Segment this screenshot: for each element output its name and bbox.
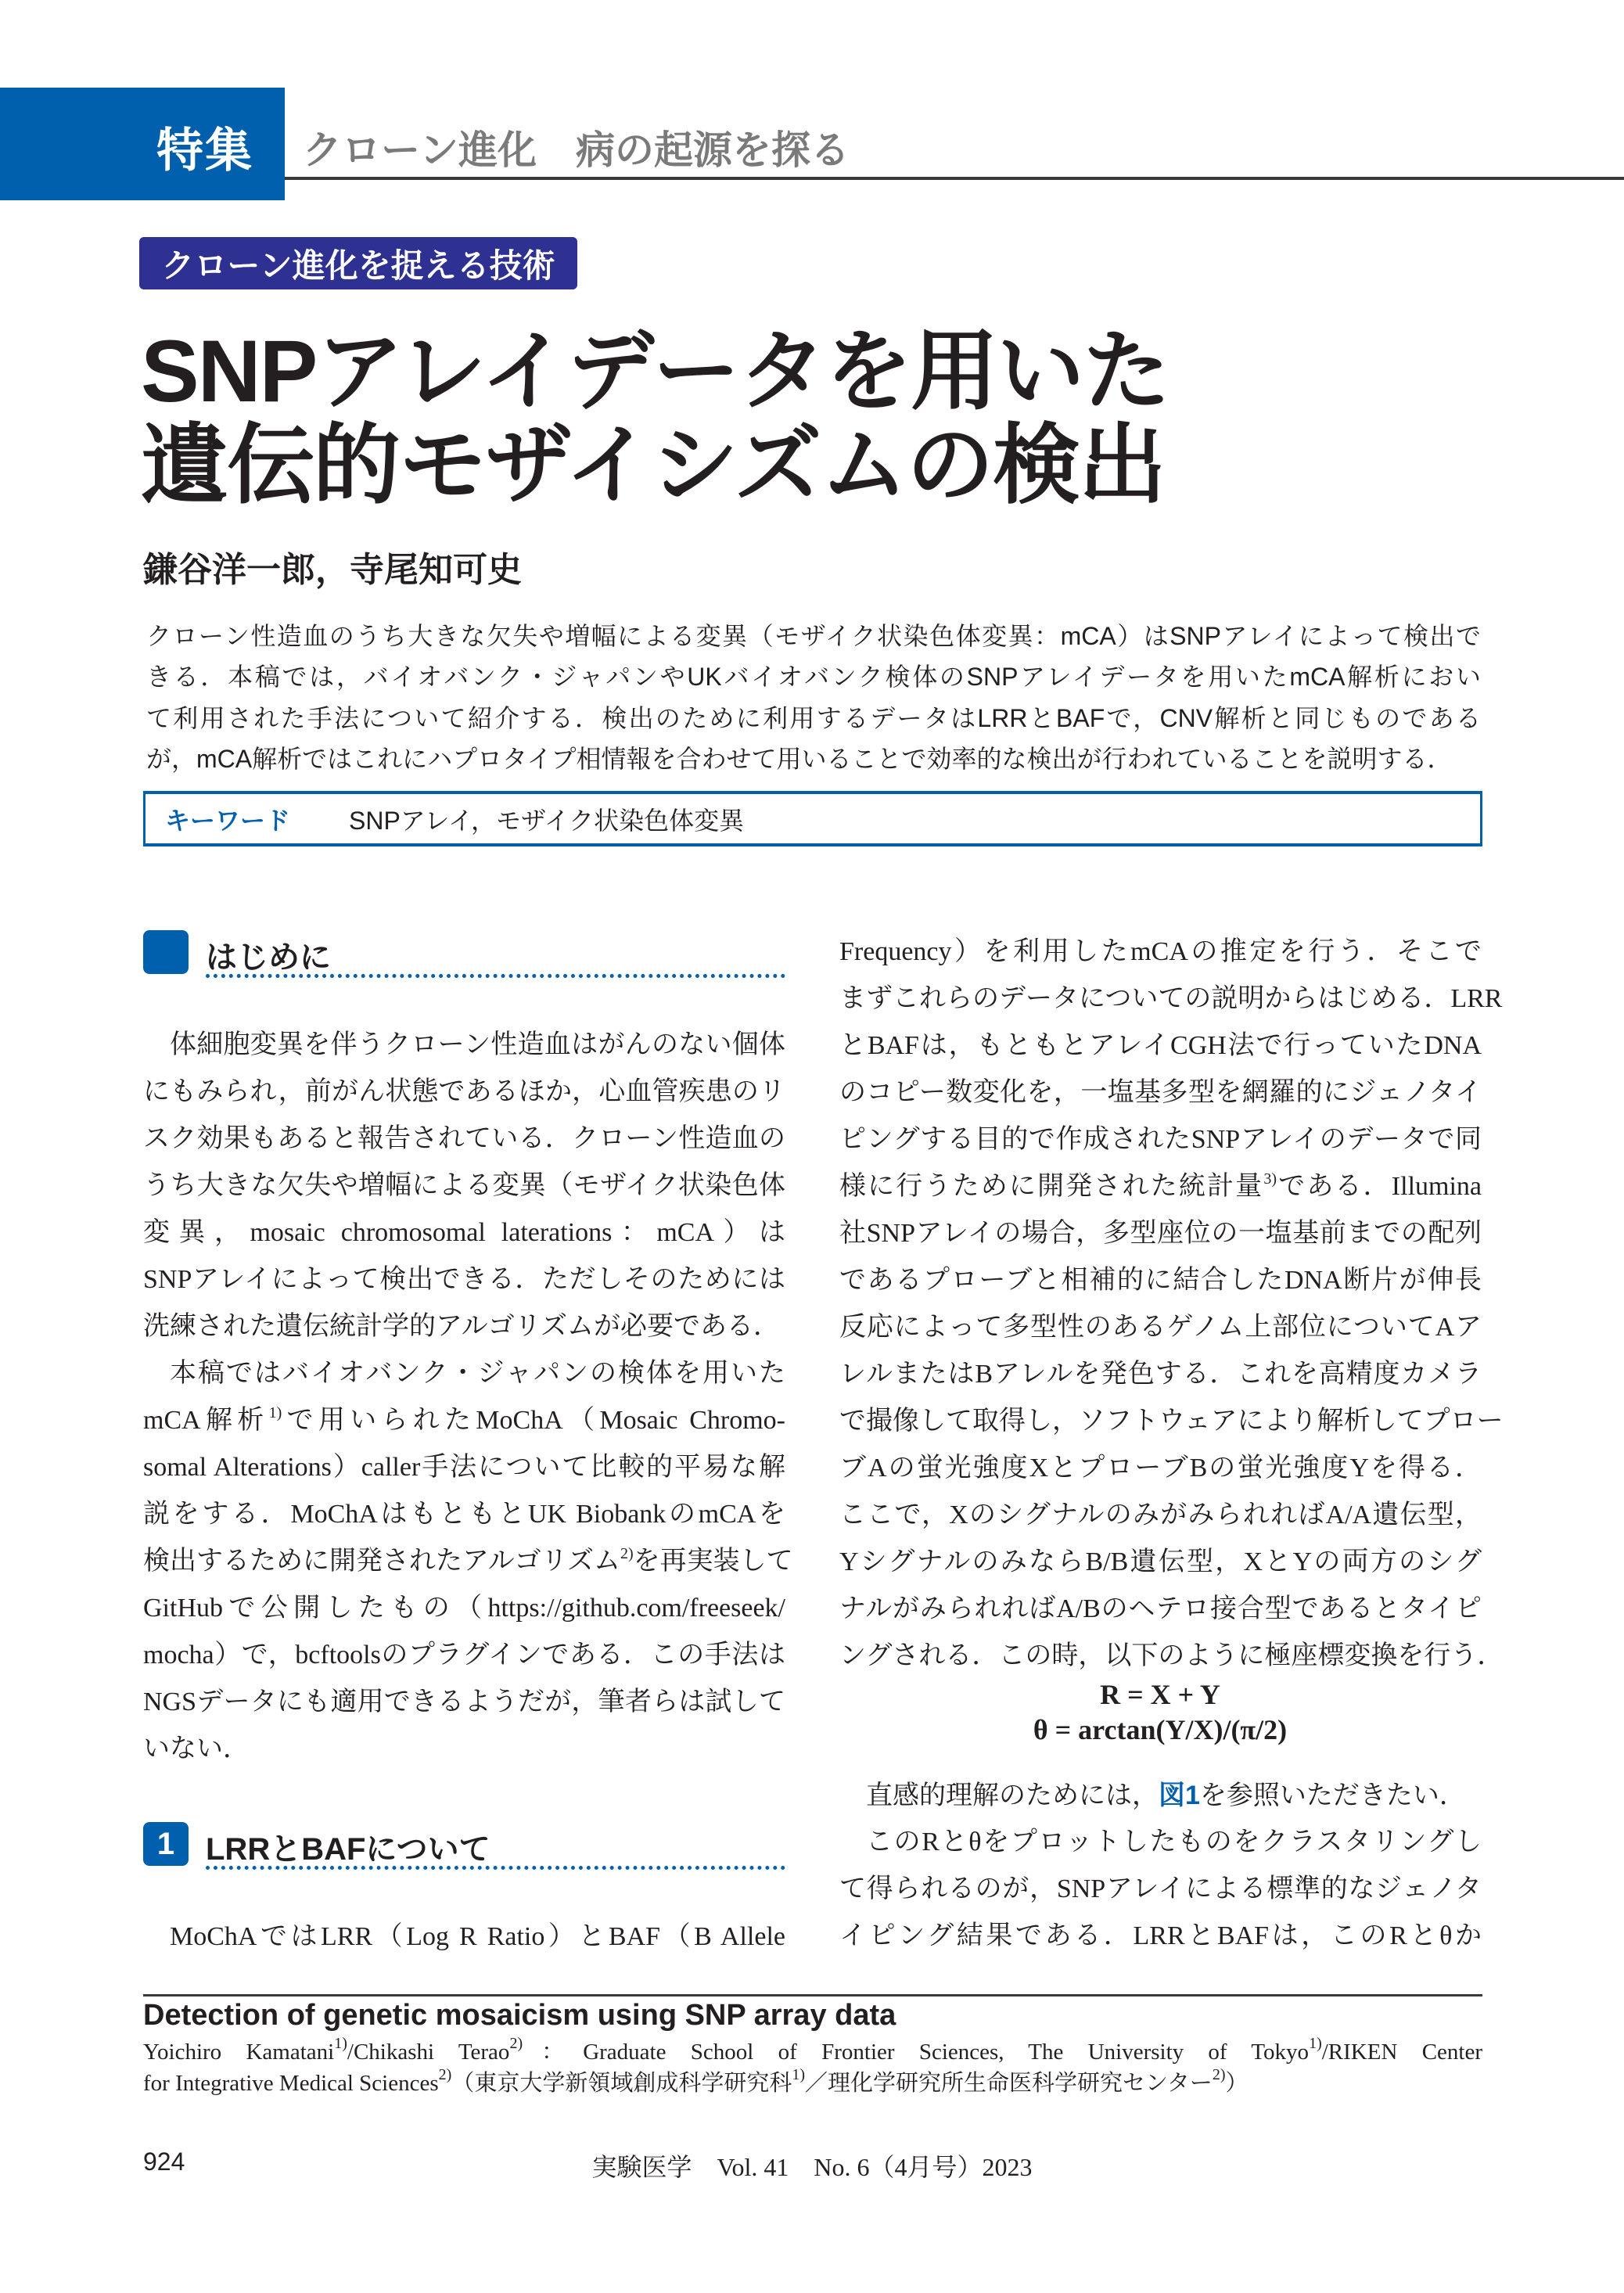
text-line (143, 1116, 785, 1163)
text-segment: ここで，XのシグナルのみがみられればA/A遺伝型， (839, 1501, 1482, 1529)
text-segment: mocha）で，bcftoolsのプラグインである．この手法は (143, 1641, 785, 1669)
affiliation-text: for Integrative Medical Sciences (143, 2071, 439, 2096)
text-segment: 検出するために開発されたアルゴリズム (143, 1547, 620, 1576)
text-line (839, 1913, 1482, 1960)
text-line (839, 1819, 1482, 1866)
text-line (839, 1866, 1482, 1913)
text-line (839, 976, 1503, 1023)
text-line (839, 1351, 1482, 1398)
text-line (143, 1069, 785, 1116)
text-segment: ナルがみられればA/Bのヘテロ接合型であるとタイピ (839, 1594, 1482, 1623)
affiliation-text: ／理化学研究所生命医科学研究センター (805, 2071, 1213, 2096)
figure-reference: 図1 (1159, 1781, 1200, 1810)
text-segment: 説をする．MoChAはもともとUK BiobankのmCAを (143, 1500, 785, 1529)
text-segment: somal Alterations）caller手法について比較的平易な解 (143, 1453, 785, 1482)
text-line (839, 1586, 1482, 1633)
text-segment: YシグナルのみならB/B遺伝型，XとYの両方のシグ (839, 1547, 1482, 1576)
text-line (143, 1397, 785, 1444)
text-line (839, 1304, 1482, 1351)
authors: 鎌谷洋一郎，寺尾知可史 (143, 551, 522, 589)
abstract-line: きる．本稿では，バイオバンク・ジャパンやUKバイオバンク検体のSNPアレイデータを用いたmCA解析におい (146, 663, 1481, 691)
text-line (143, 1726, 785, 1773)
affiliation-superscript: 1) (1309, 2035, 1322, 2052)
text-segment: 洗練された遺伝統計学的アルゴリズムが必要である． (143, 1312, 780, 1341)
text-line (143, 1163, 785, 1209)
text-line (143, 1303, 785, 1350)
section-underline (206, 1866, 785, 1870)
text-segment: ングされる．この時，以下のように極座標変換を行う． (839, 1641, 1504, 1670)
equation-theta: θ = arctan(Y/X)/(π/2) (1033, 1714, 1288, 1745)
text-line (143, 1491, 785, 1538)
text-segment: MoChAではLRR（Log R Ratio）とBAF（B Allele (170, 1922, 785, 1951)
equation-r: R = X + Y (1100, 1679, 1220, 1710)
text-segment: mCA解析 (143, 1406, 269, 1435)
text-line (839, 1023, 1482, 1069)
english-title: Detection of genetic mosaicism using SNP array data (143, 1999, 896, 2032)
right-column-text-continued (839, 1772, 1482, 1960)
text-segment: 変異，mosaic chromosomal laterations：mCA）は (143, 1218, 785, 1247)
affiliation-text: /Chikashi Terao (347, 2040, 510, 2065)
text-line (143, 1444, 785, 1491)
text-segment: イピング結果である．LRRとBAFは，このRとθか (839, 1921, 1482, 1950)
text-segment: まずこれらのデータについての説明からはじめる．LRR (839, 984, 1503, 1013)
affiliation-superscript: 1) (792, 2066, 805, 2083)
affiliation-text: ） (1225, 2071, 1249, 2096)
text-line (839, 929, 1482, 976)
text-line (143, 1679, 785, 1726)
abstract-line: クローン性造血のうち大きな欠失や増幅による変異（モザイク状染色体変異：mCA）はSNPアレイによって検出で (146, 622, 1481, 650)
footer-divider (143, 1994, 1482, 1996)
text-line (839, 1257, 1482, 1304)
text-line (839, 1633, 1504, 1680)
text-line (839, 1445, 1482, 1492)
text-segment: SNPアレイによって検出できる．ただしそのためには (143, 1265, 785, 1294)
text-segment: であるプローブと相補的に結合したDNA断片が伸長 (839, 1266, 1482, 1295)
section-heading-1: LRRとBAFについて (206, 1832, 490, 1867)
text-line (143, 1256, 785, 1303)
affiliation-text: /RIKEN Center (1321, 2040, 1482, 2065)
text-segment: ブAの蛍光強度XとプローブBの蛍光強度Yを得る． (839, 1454, 1482, 1483)
text-line (839, 1398, 1504, 1445)
text-segment: GitHubで公開したもの（https://github.com/freeseek/ (143, 1594, 785, 1623)
series-title: クローン進化 病の起源を探る (303, 128, 850, 172)
text-segment: 体細胞変異を伴うクローン性造血はがんのない個体 (170, 1030, 785, 1059)
text-segment: 反応によって多型性のあるゲノム上部位についてAア (839, 1313, 1482, 1342)
text-segment: のコピー数変化を，一塩基多型を網羅的にジェノタイ (839, 1078, 1482, 1107)
text-line (839, 1539, 1482, 1586)
text-line (839, 1210, 1482, 1257)
text-line (143, 1022, 785, 1069)
keyword-value: SNPアレイ，モザイク状染色体変異 (349, 806, 745, 835)
text-segment: で用いられたMoChA（Mosaic Chromo- (282, 1406, 785, 1435)
text-segment: 社SNPアレイの場合，多型座位の一塩基前までの配列 (839, 1219, 1482, 1248)
text-segment: ピングする目的で作成されたSNPアレイのデータで同 (839, 1125, 1482, 1154)
text-segment: 直感的理解のためには， (866, 1781, 1159, 1810)
text-segment: このRとθをプロットしたものをクラスタリングし (866, 1828, 1482, 1856)
text-line (143, 1350, 785, 1397)
text-segment: 様に行うために開発された統計量 (839, 1172, 1264, 1201)
left-column-section1 (143, 1914, 785, 1961)
affiliation-superscript: 2) (438, 2066, 452, 2083)
affiliation-line (143, 2065, 1482, 2097)
text-line (143, 1585, 785, 1632)
category-tag: クローン進化を捉える技術 (139, 237, 577, 289)
text-segment: いない． (143, 1734, 250, 1763)
affiliation-text: ：Graduate School of Frontier Sciences, The University of Tokyo (523, 2040, 1310, 2065)
citation-superscript: 1) (268, 1404, 282, 1421)
text-segment: を参照いただきたい． (1199, 1781, 1466, 1810)
affiliation-line (143, 2034, 1482, 2066)
section-marker-icon (143, 930, 189, 974)
text-line (143, 1209, 785, 1256)
text-line (143, 1538, 793, 1585)
article-title-line-2: 遺伝的モザイシズムの検出 (141, 416, 1165, 514)
text-segment: スク効果もあると報告されている．クローン性造血の (143, 1124, 785, 1153)
affiliation-text: Yoichiro Kamatani (143, 2040, 335, 2065)
text-line (143, 1632, 785, 1679)
text-line (839, 1116, 1482, 1163)
citation-superscript: 3) (1263, 1170, 1277, 1188)
affiliation-superscript: 2) (509, 2035, 523, 2052)
feature-label: 特集 (156, 124, 253, 177)
text-segment: で撮像して取得し，ソフトウェアにより解析してプロー (839, 1407, 1504, 1436)
affiliation-text: （東京大学新領域創成科学研究科 (451, 2071, 792, 2096)
text-segment: とBAFは，もともとアレイCGH法で行っていたDNA (839, 1031, 1482, 1060)
right-column-text (839, 929, 1504, 1680)
keyword-box (143, 791, 1482, 846)
affiliation-superscript: 1) (334, 2035, 347, 2052)
text-line (143, 1914, 785, 1961)
journal-info: 実験医学 Vol. 41 No. 6（4月号）2023 (591, 2153, 1033, 2181)
keyword-label: キーワード (165, 806, 291, 835)
section-number-icon: 1 (143, 1822, 189, 1866)
text-segment: である．Illumina (1277, 1172, 1482, 1201)
text-line (839, 1069, 1482, 1116)
text-line (839, 1163, 1482, 1210)
text-line (839, 1492, 1482, 1539)
affiliation-superscript: 2) (1212, 2066, 1226, 2083)
abstract-line: が，mCA解析ではこれにハプロタイプ相情報を合わせて用いることで効率的な検出が行われていることを説明する． (146, 745, 1453, 773)
header-divider (285, 177, 1624, 180)
text-segment: Frequency）を利用したmCAの推定を行う．そこで (839, 937, 1482, 966)
text-segment: を再実装して (633, 1547, 793, 1576)
text-segment: NGSデータにも適用できるようだが，筆者らは試して (143, 1687, 785, 1716)
text-line (839, 1772, 1482, 1819)
text-segment: て得られるのが，SNPアレイによる標準的なジェノタ (839, 1874, 1482, 1903)
article-title-line-1: SNPアレイデータを用いた (141, 322, 1169, 420)
left-column-intro (143, 1022, 793, 1773)
text-segment: レルまたはBアレルを発色する．これを高精度カメラ (839, 1360, 1482, 1389)
section-heading-intro: はじめに (206, 940, 331, 975)
page-number: 924 (143, 2147, 185, 2176)
citation-superscript: 2) (620, 1545, 634, 1562)
section-underline (206, 974, 785, 978)
text-segment: 本稿ではバイオバンク・ジャパンの検体を用いた (170, 1359, 785, 1388)
abstract-line: て利用された手法について紹介する．検出のために利用するデータはLRRとBAFで，CNV解析と同じものである (146, 704, 1481, 732)
text-segment: うち大きな欠失や増幅による変異（モザイク状染色体 (143, 1171, 785, 1200)
text-segment: にもみられ，前がん状態であるほか，心血管疾患のリ (143, 1077, 785, 1106)
